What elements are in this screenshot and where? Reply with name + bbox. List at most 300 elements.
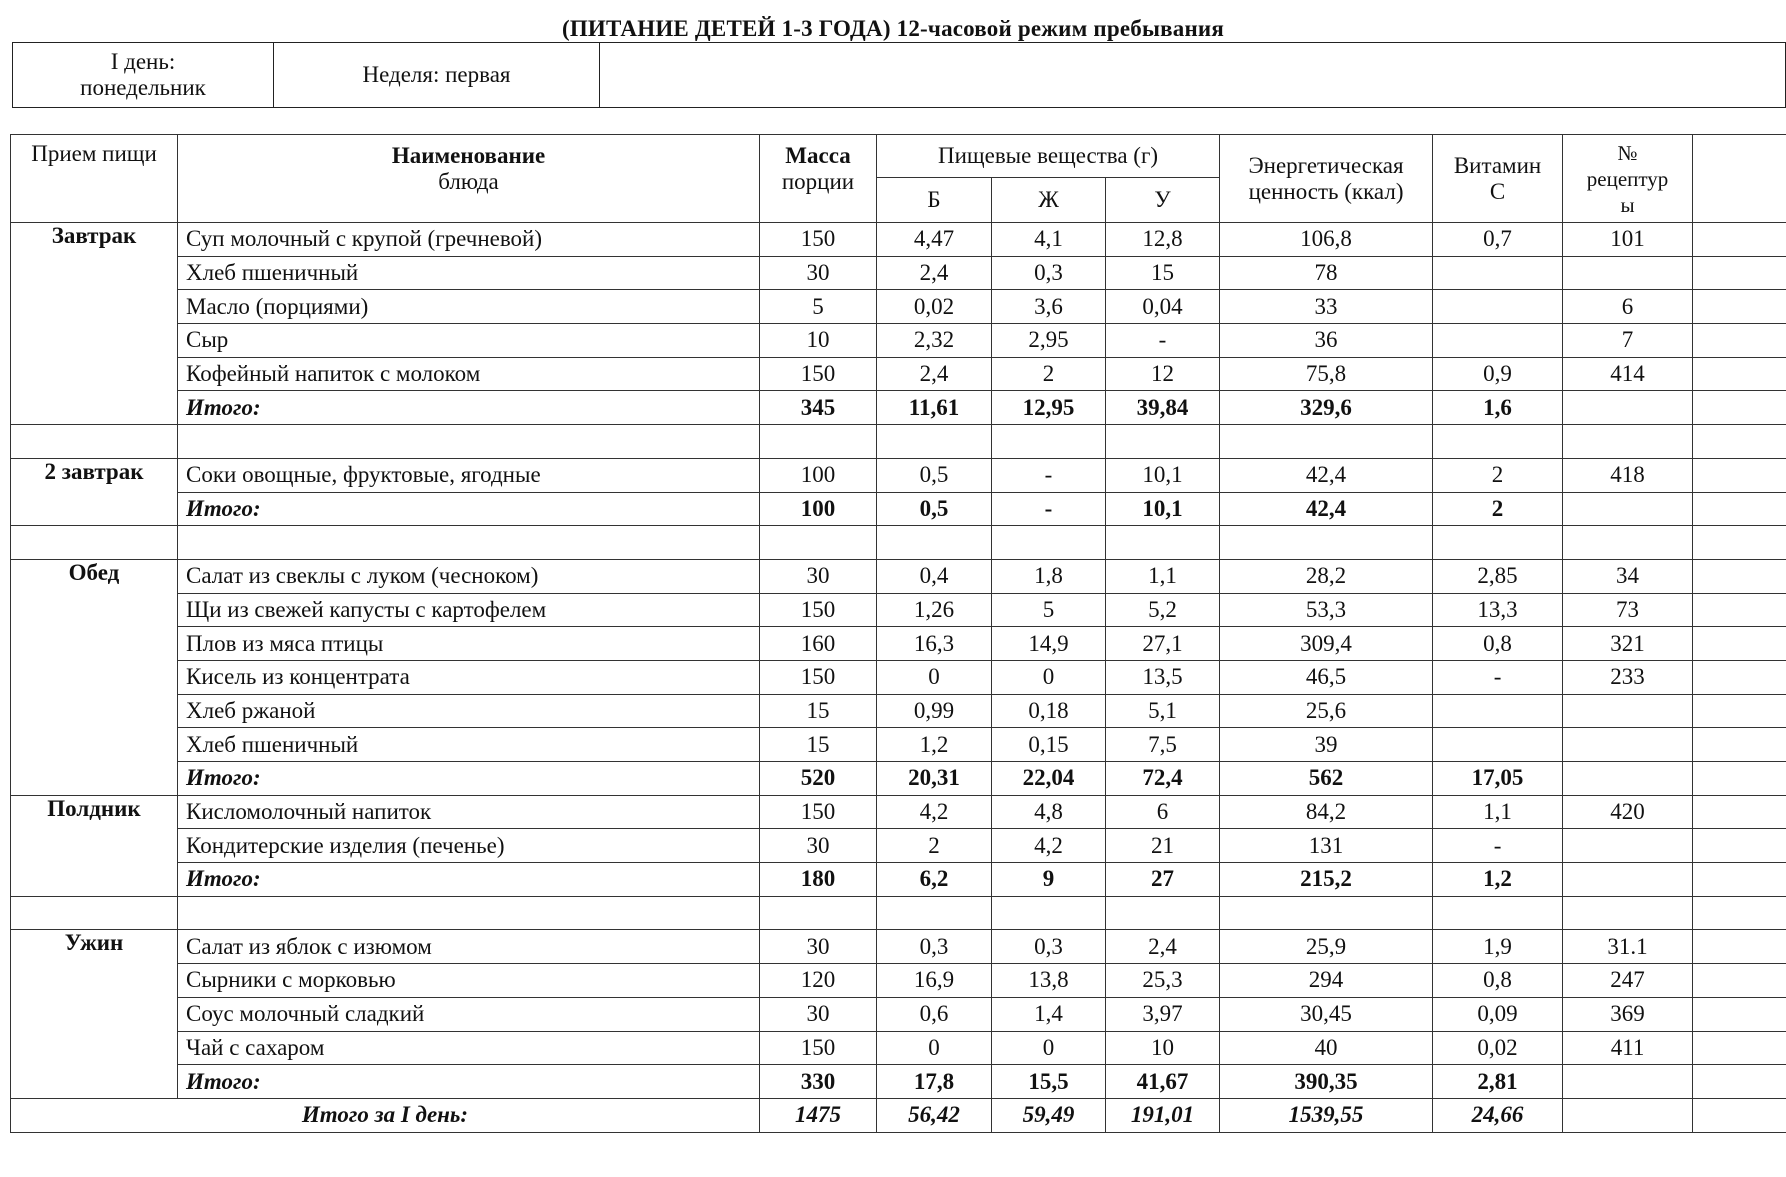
spacer-cell [1563, 425, 1693, 459]
col-recipe-header [1563, 135, 1693, 223]
spacer-cell [1220, 425, 1433, 459]
mass: 5 [760, 290, 877, 324]
total-fat: 12,95 [992, 391, 1106, 425]
spacer-cell [178, 526, 760, 560]
total-protein: 11,61 [877, 391, 992, 425]
total-energy: 390,35 [1220, 1065, 1433, 1099]
protein: 0 [877, 660, 992, 694]
dish-name: Суп молочный с крупой (гречневой) [178, 223, 760, 257]
recipe-number: 321 [1563, 627, 1693, 661]
vitamin-c: 0,8 [1433, 627, 1563, 661]
table-row [11, 324, 1786, 358]
extra-cell [1693, 357, 1786, 391]
table-row [11, 458, 1786, 492]
energy: 36 [1220, 324, 1433, 358]
total-carbs: 72,4 [1106, 762, 1220, 796]
spacer-cell [1563, 896, 1693, 930]
dish-name: Кондитерские изделия (печенье) [178, 829, 760, 863]
total-vitamin-c: 2,81 [1433, 1065, 1563, 1099]
spacer-cell [1220, 896, 1433, 930]
recipe-number: 411 [1563, 1031, 1693, 1065]
fat: 0 [992, 660, 1106, 694]
spacer-cell [178, 425, 760, 459]
fat: 3,6 [992, 290, 1106, 324]
dish-name: Соки овощные, фруктовые, ягодные [178, 458, 760, 492]
vitamin-c: - [1433, 660, 1563, 694]
col-mass-sub: порции [781, 169, 855, 194]
protein: 2 [877, 829, 992, 863]
mass: 150 [760, 593, 877, 627]
menu-body [11, 223, 1786, 1133]
vitamin-c [1433, 256, 1563, 290]
recipe-number: 73 [1563, 593, 1693, 627]
spacer-cell [877, 896, 992, 930]
vitamin-c: 0,7 [1433, 223, 1563, 257]
fat: 14,9 [992, 627, 1106, 661]
vitamin-c: 2,85 [1433, 559, 1563, 593]
mass: 15 [760, 694, 877, 728]
table-row [11, 795, 1786, 829]
carbs: 12 [1106, 357, 1220, 391]
total-recipe-number [1563, 762, 1693, 796]
mass: 30 [760, 930, 877, 964]
recipe-number: 420 [1563, 795, 1693, 829]
col-energy-line2: ценность (ккал) [1248, 178, 1404, 204]
vitamin-c: 0,02 [1433, 1031, 1563, 1065]
grand-total-row [11, 1098, 1786, 1132]
meal-label: Обед [11, 559, 178, 795]
fat: - [992, 458, 1106, 492]
dish-name: Хлеб пшеничный [178, 728, 760, 762]
col-energy-line1: Энергетическая [1248, 152, 1404, 178]
meal-label: Ужин [11, 930, 178, 1098]
grand-total-mass: 1475 [760, 1098, 877, 1132]
table-row [11, 357, 1786, 391]
col-energy-header [1220, 135, 1433, 223]
table-row [11, 829, 1786, 863]
grand-total-label: Итого за I день: [11, 1098, 760, 1132]
energy: 84,2 [1220, 795, 1433, 829]
protein: 4,47 [877, 223, 992, 257]
mass: 120 [760, 964, 877, 998]
carbs: 1,1 [1106, 559, 1220, 593]
recipe-number [1563, 256, 1693, 290]
grand-total-vitamin-c: 24,66 [1433, 1098, 1563, 1132]
col-nutrients-header: Пищевые вещества (г) [877, 135, 1220, 178]
recipe-number: 6 [1563, 290, 1693, 324]
recipe-number [1563, 829, 1693, 863]
dish-name: Хлеб ржаной [178, 694, 760, 728]
carbs: 10 [1106, 1031, 1220, 1065]
table-row [11, 694, 1786, 728]
spacer-cell [1693, 896, 1786, 930]
spacer-cell [877, 526, 992, 560]
dish-name: Соус молочный сладкий [178, 997, 760, 1031]
spacer-cell [760, 896, 877, 930]
table-row [11, 256, 1786, 290]
carbs: 5,2 [1106, 593, 1220, 627]
grand-total-energy: 1539,55 [1220, 1098, 1433, 1132]
total-vitamin-c: 17,05 [1433, 762, 1563, 796]
extra-cell [1693, 660, 1786, 694]
energy: 33 [1220, 290, 1433, 324]
table-row [11, 997, 1786, 1031]
recipe-number: 247 [1563, 964, 1693, 998]
total-dish-name: Итого: [178, 1065, 760, 1099]
col-zh-header: Ж [992, 178, 1106, 223]
dish-name: Плов из мяса птицы [178, 627, 760, 661]
energy: 53,3 [1220, 593, 1433, 627]
spacer-cell [877, 425, 992, 459]
carbs: 5,1 [1106, 694, 1220, 728]
total-protein: 6,2 [877, 863, 992, 897]
spacer-cell [11, 425, 178, 459]
vitamin-c [1433, 290, 1563, 324]
total-mass: 345 [760, 391, 877, 425]
spacer-cell [1106, 425, 1220, 459]
dish-name: Кисель из концентрата [178, 660, 760, 694]
energy: 294 [1220, 964, 1433, 998]
menu-table [10, 134, 1786, 1133]
total-row [11, 863, 1786, 897]
grand-total-protein: 56,42 [877, 1098, 992, 1132]
protein: 16,3 [877, 627, 992, 661]
grand-total-carbs: 191,01 [1106, 1098, 1220, 1132]
extra-cell [1693, 728, 1786, 762]
spacer-cell [178, 896, 760, 930]
vitamin-c: 0,09 [1433, 997, 1563, 1031]
spacer-cell [760, 526, 877, 560]
fat: 0,3 [992, 930, 1106, 964]
spacer-cell [1433, 526, 1563, 560]
total-carbs: 10,1 [1106, 492, 1220, 526]
fat: 1,4 [992, 997, 1106, 1031]
table-row [11, 964, 1786, 998]
vitamin-c: 0,8 [1433, 964, 1563, 998]
table-row [11, 290, 1786, 324]
spacer-cell [1433, 896, 1563, 930]
total-vitamin-c: 1,2 [1433, 863, 1563, 897]
total-carbs: 41,67 [1106, 1065, 1220, 1099]
table-row [11, 627, 1786, 661]
spacer-cell [992, 425, 1106, 459]
col-mass-bold: Масса [785, 143, 851, 168]
carbs: 0,04 [1106, 290, 1220, 324]
spacer-cell [1693, 526, 1786, 560]
extra-cell [1693, 593, 1786, 627]
energy: 46,5 [1220, 660, 1433, 694]
extra-cell [1693, 324, 1786, 358]
extra-cell [1693, 997, 1786, 1031]
protein: 0,5 [877, 458, 992, 492]
vitamin-c [1433, 324, 1563, 358]
carbs: 7,5 [1106, 728, 1220, 762]
extra-cell [1693, 256, 1786, 290]
extra-cell [1693, 391, 1786, 425]
dish-name: Кофейный напиток с молоком [178, 357, 760, 391]
mass: 30 [760, 997, 877, 1031]
vitamin-c: 1,9 [1433, 930, 1563, 964]
spacer-cell [992, 526, 1106, 560]
extra-cell [1693, 1031, 1786, 1065]
energy: 42,4 [1220, 458, 1433, 492]
total-vitamin-c: 2 [1433, 492, 1563, 526]
extra-cell [1693, 559, 1786, 593]
dish-name: Салат из свеклы с луком (чесноком) [178, 559, 760, 593]
total-fat: 22,04 [992, 762, 1106, 796]
total-mass: 180 [760, 863, 877, 897]
total-row [11, 492, 1786, 526]
dish-name: Хлеб пшеничный [178, 256, 760, 290]
spacer-cell [992, 896, 1106, 930]
protein: 0,02 [877, 290, 992, 324]
spacer-cell [1433, 425, 1563, 459]
recipe-number: 101 [1563, 223, 1693, 257]
protein: 0,99 [877, 694, 992, 728]
extra-cell [1693, 627, 1786, 661]
fat: 0,3 [992, 256, 1106, 290]
dish-name: Чай с сахаром [178, 1031, 760, 1065]
blank-cell [600, 43, 1786, 108]
vitamin-c [1433, 728, 1563, 762]
total-mass: 100 [760, 492, 877, 526]
protein: 2,4 [877, 357, 992, 391]
total-vitamin-c: 1,6 [1433, 391, 1563, 425]
total-protein: 0,5 [877, 492, 992, 526]
spacer-row [11, 896, 1786, 930]
carbs: 15 [1106, 256, 1220, 290]
col-extra-header [1693, 135, 1786, 223]
extra-cell [1693, 930, 1786, 964]
col-name-sub: блюда [438, 169, 499, 194]
extra-cell [1693, 964, 1786, 998]
total-energy: 329,6 [1220, 391, 1433, 425]
page-title: (ПИТАНИЕ ДЕТЕЙ 1-3 ГОДА) 12-часовой режим пребывания [561, 16, 1224, 41]
table-row [11, 660, 1786, 694]
extra-cell [1693, 1065, 1786, 1099]
energy: 40 [1220, 1031, 1433, 1065]
protein: 2,4 [877, 256, 992, 290]
spacer-cell [1563, 526, 1693, 560]
mass: 160 [760, 627, 877, 661]
carbs: 2,4 [1106, 930, 1220, 964]
total-protein: 20,31 [877, 762, 992, 796]
recipe-number [1563, 694, 1693, 728]
col-vitamin-line2: С [1489, 178, 1506, 204]
meal-label: Завтрак [11, 223, 178, 425]
col-u-header: У [1106, 178, 1220, 223]
total-recipe-number [1563, 863, 1693, 897]
spacer-cell [11, 526, 178, 560]
col-vitamin-header [1433, 135, 1563, 223]
fat: 4,1 [992, 223, 1106, 257]
spacer-cell [1220, 526, 1433, 560]
day-header-table [12, 42, 1786, 108]
protein: 0,4 [877, 559, 992, 593]
energy: 78 [1220, 256, 1433, 290]
dish-name: Сыр [178, 324, 760, 358]
extra-cell [1693, 795, 1786, 829]
table-row [11, 223, 1786, 257]
carbs: 25,3 [1106, 964, 1220, 998]
vitamin-c: - [1433, 829, 1563, 863]
mass: 10 [760, 324, 877, 358]
col-name-bold: Наименование [391, 143, 546, 168]
spacer-cell [1106, 896, 1220, 930]
table-row [11, 1031, 1786, 1065]
extra-cell [1693, 863, 1786, 897]
dish-name: Масло (порциями) [178, 290, 760, 324]
spacer-row [11, 425, 1786, 459]
extra-cell [1693, 829, 1786, 863]
col-b-header: Б [877, 178, 992, 223]
total-carbs: 27 [1106, 863, 1220, 897]
vitamin-c [1433, 694, 1563, 728]
dish-name: Сырники с морковью [178, 964, 760, 998]
fat: 4,8 [992, 795, 1106, 829]
extra-cell [1693, 223, 1786, 257]
energy: 309,4 [1220, 627, 1433, 661]
protein: 1,26 [877, 593, 992, 627]
recipe-number: 369 [1563, 997, 1693, 1031]
fat: 1,8 [992, 559, 1106, 593]
table-row [11, 593, 1786, 627]
mass: 150 [760, 660, 877, 694]
spacer-row [11, 526, 1786, 560]
mass: 150 [760, 357, 877, 391]
total-fat: - [992, 492, 1106, 526]
total-row [11, 391, 1786, 425]
energy: 25,9 [1220, 930, 1433, 964]
vitamin-c: 13,3 [1433, 593, 1563, 627]
recipe-number [1563, 728, 1693, 762]
recipe-number: 414 [1563, 357, 1693, 391]
spacer-cell [11, 896, 178, 930]
total-dish-name: Итого: [178, 492, 760, 526]
dish-name: Кисломолочный напиток [178, 795, 760, 829]
energy: 30,45 [1220, 997, 1433, 1031]
spacer-cell [1106, 526, 1220, 560]
total-dish-name: Итого: [178, 391, 760, 425]
col-recipe-line3: ы [1620, 192, 1635, 217]
meal-label: Полдник [11, 795, 178, 896]
fat: 2 [992, 357, 1106, 391]
total-row [11, 1065, 1786, 1099]
table-row [11, 559, 1786, 593]
spacer-cell [1693, 425, 1786, 459]
vitamin-c: 0,9 [1433, 357, 1563, 391]
col-vitamin-line1: Витамин [1453, 152, 1542, 178]
vitamin-c: 1,1 [1433, 795, 1563, 829]
protein: 2,32 [877, 324, 992, 358]
recipe-number: 233 [1563, 660, 1693, 694]
recipe-number: 31.1 [1563, 930, 1693, 964]
carbs: 6 [1106, 795, 1220, 829]
fat: 0 [992, 1031, 1106, 1065]
col-name-header [178, 135, 760, 223]
fat: 0,18 [992, 694, 1106, 728]
recipe-number: 418 [1563, 458, 1693, 492]
dish-name: Щи из свежей капусты с картофелем [178, 593, 760, 627]
total-dish-name: Итого: [178, 863, 760, 897]
table-row [11, 728, 1786, 762]
mass: 150 [760, 1031, 877, 1065]
grand-total-fat: 59,49 [992, 1098, 1106, 1132]
extra-cell [1693, 694, 1786, 728]
total-energy: 215,2 [1220, 863, 1433, 897]
carbs: - [1106, 324, 1220, 358]
total-dish-name: Итого: [178, 762, 760, 796]
mass: 100 [760, 458, 877, 492]
total-energy: 562 [1220, 762, 1433, 796]
fat: 5 [992, 593, 1106, 627]
spacer-cell [760, 425, 877, 459]
col-meal-header: Прием пищи [11, 135, 178, 223]
mass: 30 [760, 829, 877, 863]
energy: 131 [1220, 829, 1433, 863]
fat: 13,8 [992, 964, 1106, 998]
table-row [11, 930, 1786, 964]
carbs: 21 [1106, 829, 1220, 863]
protein: 0,3 [877, 930, 992, 964]
fat: 2,95 [992, 324, 1106, 358]
mass: 15 [760, 728, 877, 762]
total-carbs: 39,84 [1106, 391, 1220, 425]
mass: 30 [760, 256, 877, 290]
total-mass: 330 [760, 1065, 877, 1099]
protein: 1,2 [877, 728, 992, 762]
carbs: 13,5 [1106, 660, 1220, 694]
extra-cell [1693, 1098, 1786, 1132]
total-recipe-number [1563, 492, 1693, 526]
col-recipe-line1: № [1617, 140, 1638, 165]
day-label: I день: [110, 49, 176, 74]
energy: 28,2 [1220, 559, 1433, 593]
mass: 150 [760, 795, 877, 829]
total-protein: 17,8 [877, 1065, 992, 1099]
total-fat: 9 [992, 863, 1106, 897]
extra-cell [1693, 458, 1786, 492]
carbs: 12,8 [1106, 223, 1220, 257]
energy: 25,6 [1220, 694, 1433, 728]
energy: 39 [1220, 728, 1433, 762]
meal-label: 2 завтрак [11, 458, 178, 525]
day-cell [13, 43, 274, 108]
mass: 150 [760, 223, 877, 257]
dish-name: Салат из яблок с изюмом [178, 930, 760, 964]
total-mass: 520 [760, 762, 877, 796]
col-mass-header [760, 135, 877, 223]
protein: 0,6 [877, 997, 992, 1031]
carbs: 27,1 [1106, 627, 1220, 661]
energy: 106,8 [1220, 223, 1433, 257]
fat: 0,15 [992, 728, 1106, 762]
carbs: 3,97 [1106, 997, 1220, 1031]
grand-total-recipe-number [1563, 1098, 1693, 1132]
fat: 4,2 [992, 829, 1106, 863]
recipe-number: 34 [1563, 559, 1693, 593]
week-cell: Неделя: первая [274, 43, 600, 108]
extra-cell [1693, 492, 1786, 526]
extra-cell [1693, 762, 1786, 796]
col-recipe-line2: рецептур [1586, 166, 1669, 191]
total-recipe-number [1563, 1065, 1693, 1099]
total-energy: 42,4 [1220, 492, 1433, 526]
protein: 16,9 [877, 964, 992, 998]
mass: 30 [760, 559, 877, 593]
weekday-label: понедельник [80, 75, 206, 100]
carbs: 10,1 [1106, 458, 1220, 492]
